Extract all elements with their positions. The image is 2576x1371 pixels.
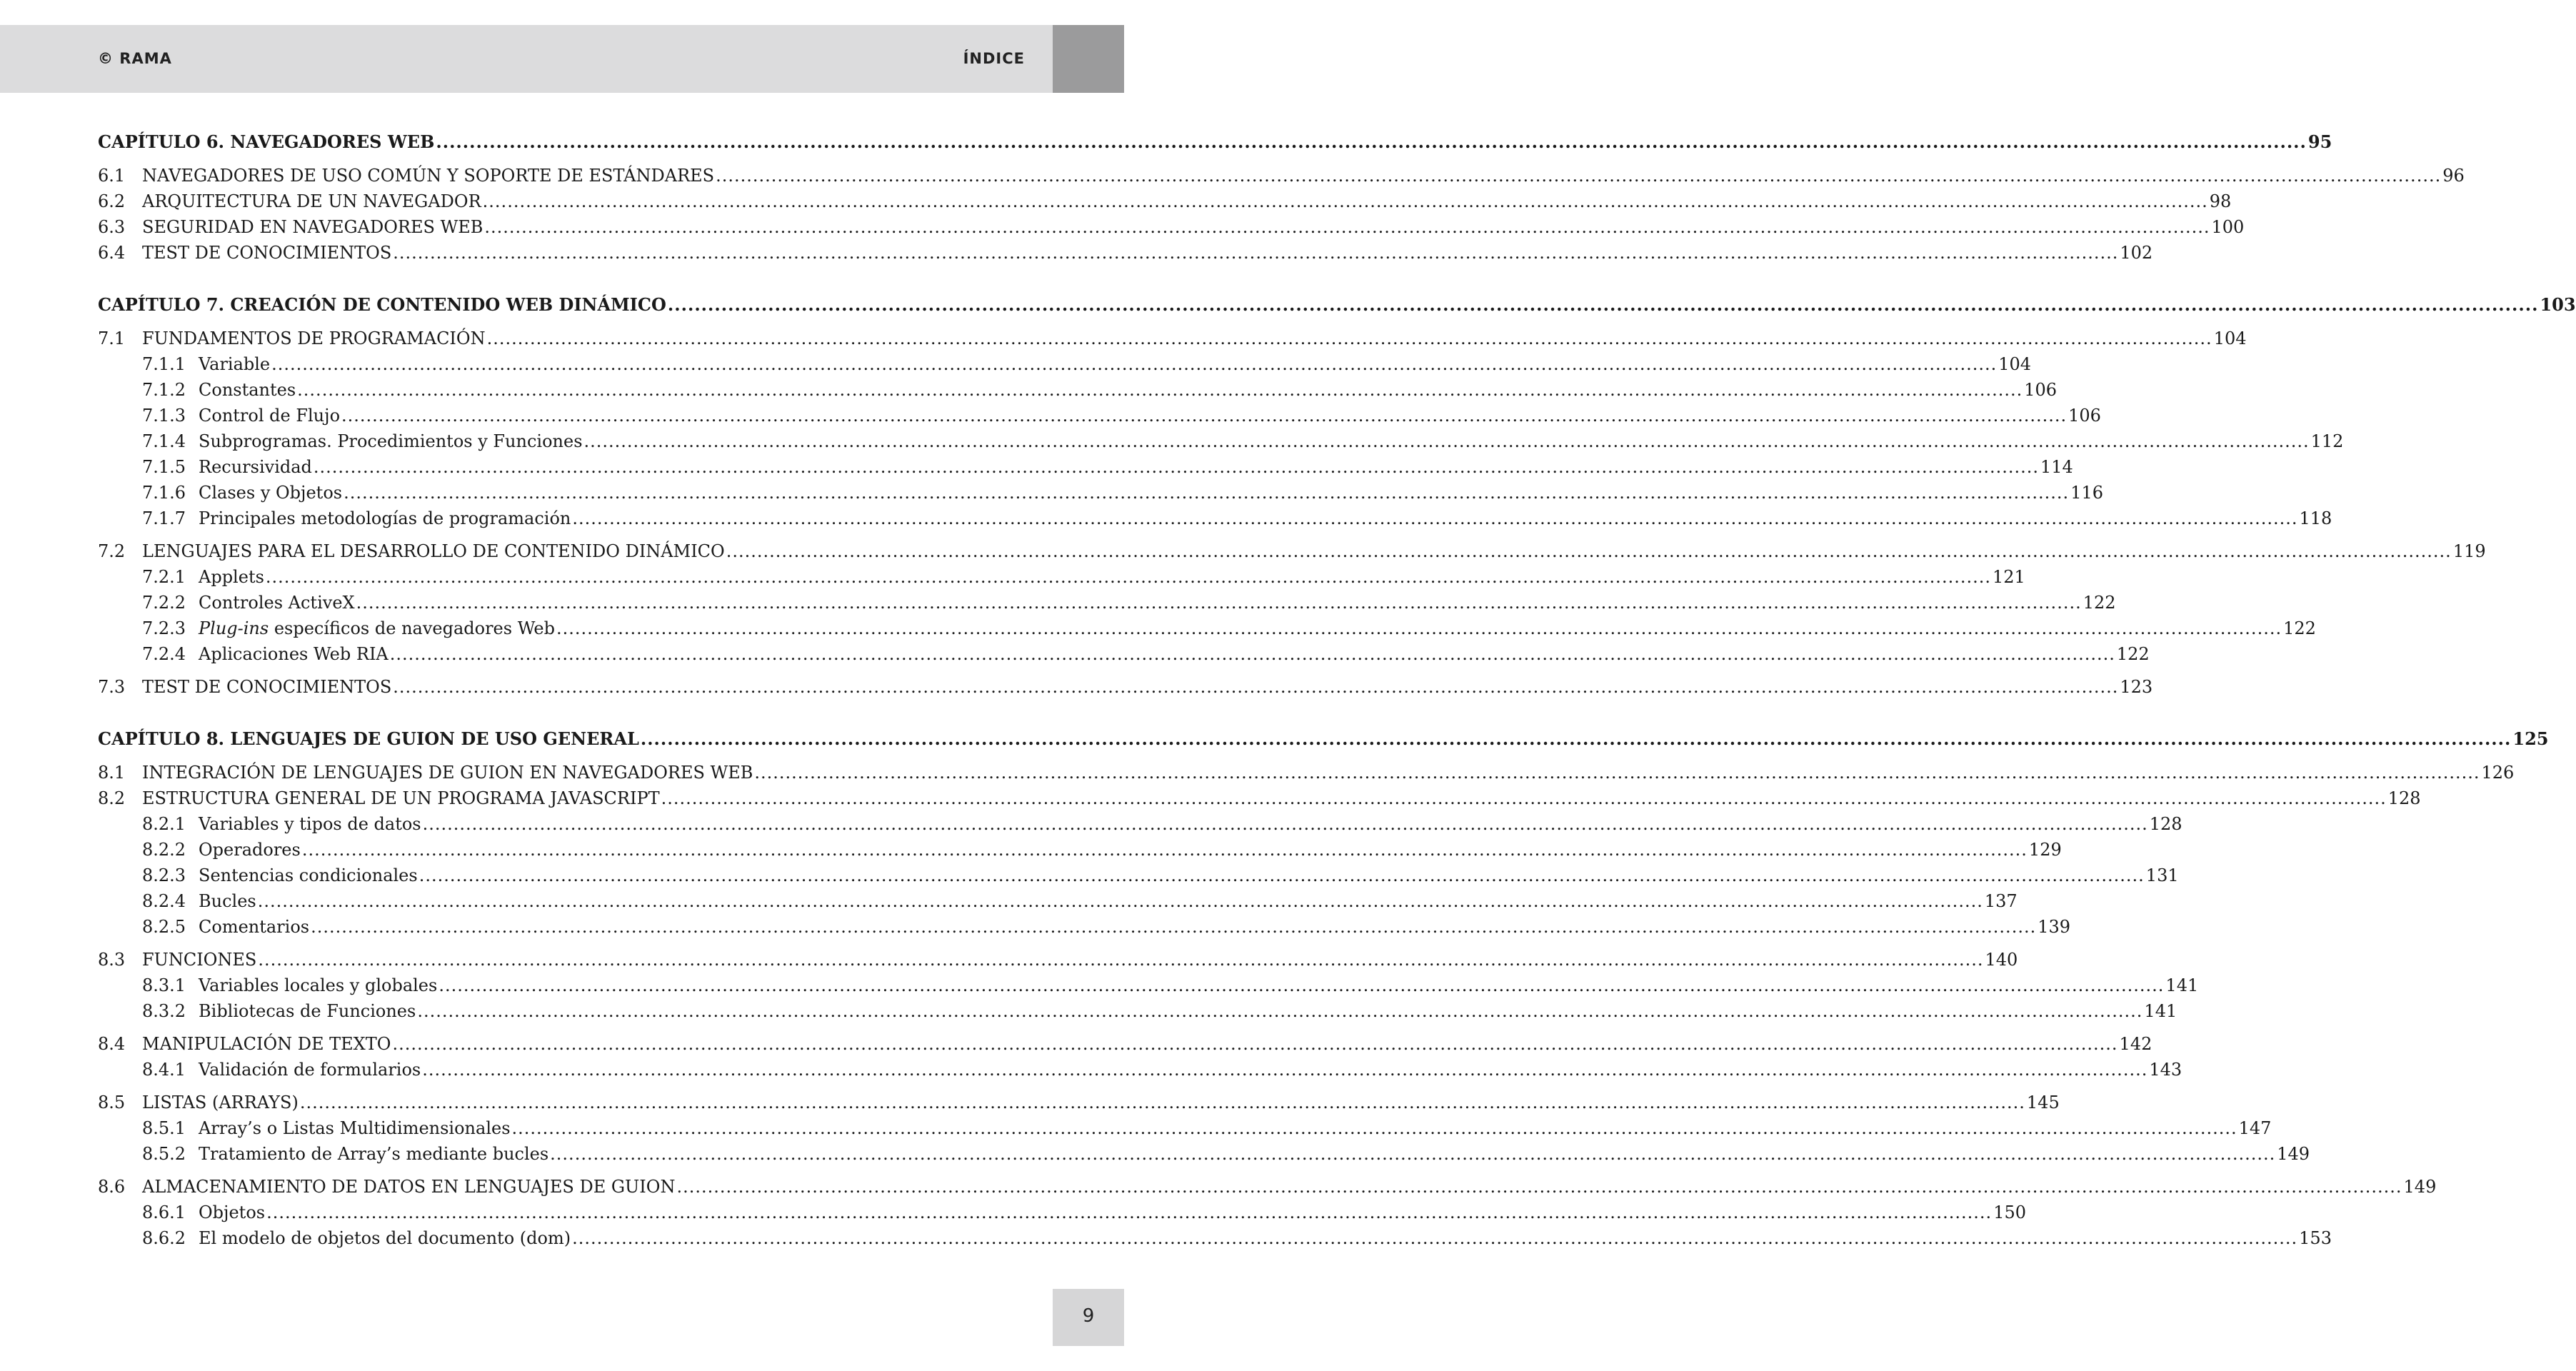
toc-number: 7.2.1: [142, 567, 186, 587]
toc-number: 7.1: [98, 328, 126, 348]
dot-leader: [356, 590, 2082, 616]
toc-number: 6.1: [98, 166, 126, 186]
toc-subsection[interactable]: [98, 480, 2103, 506]
toc-subsection[interactable]: [98, 403, 2101, 428]
dot-leader: [423, 811, 2148, 837]
table-of-contents: [98, 129, 2576, 1251]
toc-number: 8.5.2: [142, 1144, 186, 1164]
toc-number: 7.2.2: [142, 593, 186, 613]
toc-page-number: 143: [2149, 1060, 2182, 1080]
dot-leader: [422, 1057, 2147, 1083]
dot-leader: [344, 480, 2069, 506]
toc-subsection[interactable]: [98, 837, 2062, 863]
toc-section[interactable]: [98, 326, 2247, 351]
toc-title: Variable: [199, 354, 271, 374]
toc-title-italic: Plug-ins: [199, 618, 269, 638]
toc-title: Applets: [199, 567, 264, 587]
toc-page-number: 126: [2481, 763, 2515, 783]
toc-page-number: 128: [2387, 788, 2421, 808]
toc-title: Subprogramas. Procedimientos y Funciones: [199, 431, 583, 451]
toc-section[interactable]: [98, 760, 2515, 785]
toc-page-number: 122: [2083, 593, 2116, 613]
toc-number: 8.5.1: [142, 1118, 186, 1138]
toc-number: 8.6.1: [142, 1202, 186, 1222]
dot-leader: [572, 1225, 2297, 1251]
header-section-title: ÍNDICE: [963, 50, 1025, 67]
toc-title: FUNDAMENTOS DE PROGRAMACIÓN: [142, 328, 486, 348]
toc-chapter[interactable]: [98, 129, 2332, 156]
toc-title: Bucles: [199, 891, 256, 911]
toc-subsection[interactable]: [98, 1057, 2182, 1083]
toc-title: Objetos: [199, 1202, 266, 1222]
toc-page-number: 112: [2310, 431, 2344, 451]
toc-number: 7.1.3: [142, 406, 186, 426]
toc-page-number: 114: [2040, 457, 2073, 477]
dot-leader: [754, 760, 2480, 785]
dot-leader: [483, 189, 2208, 214]
dot-leader: [266, 1200, 1992, 1225]
toc-title: TEST DE CONOCIMIENTOS: [142, 243, 392, 263]
dot-leader: [302, 837, 2028, 863]
dot-leader: [584, 428, 2310, 454]
toc-page-number: 125: [2512, 728, 2549, 749]
dot-leader: [487, 326, 2212, 351]
toc-title: Variables y tipos de datos: [199, 814, 421, 834]
dot-leader: [550, 1141, 2275, 1167]
dot-leader: [392, 1031, 2118, 1057]
toc-title: CAPÍTULO 6. NAVEGADORES WEB: [98, 131, 435, 152]
toc-page-number: 116: [2070, 483, 2103, 503]
toc-section[interactable]: [98, 674, 2153, 700]
toc-page-number: 104: [1998, 354, 2032, 374]
toc-title: ARQUITECTURA DE UN NAVEGADOR: [142, 191, 481, 211]
toc-subsection[interactable]: [98, 641, 2150, 667]
toc-subsection[interactable]: [98, 506, 2332, 531]
toc-page-number: 141: [2165, 975, 2199, 995]
toc-number: 8.3.1: [142, 975, 186, 995]
dot-leader: [556, 616, 2282, 641]
toc-chapter[interactable]: [98, 291, 2576, 318]
toc-page-number: 122: [2283, 618, 2316, 638]
toc-page-number: 141: [2144, 1001, 2177, 1021]
toc-number: 8.2: [98, 788, 126, 808]
toc-title: Controles ActiveX: [199, 593, 355, 613]
toc-section[interactable]: [98, 214, 2245, 240]
toc-page-number: 137: [1984, 891, 2018, 911]
toc-subsection[interactable]: [98, 1141, 2310, 1167]
dot-leader: [341, 403, 2067, 428]
toc-number: 7.2.3: [142, 618, 186, 638]
toc-subsection[interactable]: [98, 1225, 2332, 1251]
page-number: 9: [1082, 1305, 1095, 1327]
dot-leader: [676, 1174, 2402, 1200]
toc-title: Bibliotecas de Funciones: [199, 1001, 416, 1021]
toc-page-number: 140: [1985, 950, 2018, 970]
toc-page-number: 149: [2403, 1177, 2437, 1197]
toc-subsection[interactable]: [98, 1115, 2272, 1141]
toc-title: Tratamiento de Array’s mediante bucles: [199, 1144, 549, 1164]
toc-number: 8.2.1: [142, 814, 186, 834]
dot-leader: [726, 538, 2452, 564]
toc-section[interactable]: [98, 189, 2232, 214]
toc-page-number: 142: [2119, 1034, 2152, 1054]
dot-leader: [314, 454, 2039, 480]
toc-title: Recursividad: [199, 457, 312, 477]
dot-leader: [512, 1115, 2237, 1141]
toc-page-number: 121: [1993, 567, 2025, 587]
toc-number: 7.1.4: [142, 431, 186, 451]
toc-page-number: 98: [2209, 191, 2232, 211]
toc-number: 8.6.2: [142, 1228, 186, 1248]
toc-page-number: 106: [2068, 406, 2101, 426]
toc-title: SEGURIDAD EN NAVEGADORES WEB: [142, 217, 483, 237]
toc-number: 7.2: [98, 541, 126, 561]
dot-leader: [438, 973, 2164, 998]
dot-leader: [390, 641, 2115, 667]
toc-page-number: 147: [2238, 1118, 2272, 1138]
toc-page-number: 129: [2028, 840, 2062, 860]
toc-page-number: 106: [2024, 380, 2058, 400]
toc-number: 8.5: [98, 1093, 126, 1113]
toc-chapter[interactable]: [98, 725, 2549, 753]
toc-section[interactable]: [98, 947, 2018, 973]
toc-page-number: 128: [2149, 814, 2182, 834]
dot-leader: [266, 564, 1991, 590]
toc-section[interactable]: [98, 240, 2153, 266]
toc-page-number: 103: [2540, 294, 2576, 315]
toc-subsection[interactable]: [98, 1200, 2026, 1225]
toc-number: 7.3: [98, 677, 126, 697]
toc-title: Comentarios: [199, 917, 310, 937]
toc-title: Clases y Objetos: [199, 483, 343, 503]
toc-subsection[interactable]: [98, 888, 2018, 914]
dot-leader: [258, 888, 1983, 914]
toc-page-number: 118: [2299, 508, 2332, 528]
header-tab: [1053, 25, 1124, 93]
toc-page-number: 123: [2120, 677, 2153, 697]
toc-title: Constantes: [199, 380, 296, 400]
header-publisher: © RAMA: [98, 50, 172, 67]
toc-subsection[interactable]: [98, 590, 2116, 616]
toc-title: Variables locales y globales: [199, 975, 438, 995]
toc-subsection[interactable]: [98, 454, 2073, 480]
toc-page-number: 145: [2026, 1093, 2060, 1113]
toc-title: LISTAS (ARRAYS): [142, 1093, 299, 1113]
toc-title: Control de Flujo: [199, 406, 341, 426]
toc-section[interactable]: [98, 785, 2421, 811]
toc-subsection[interactable]: [98, 914, 2071, 940]
toc-title: FUNCIONES: [142, 950, 257, 970]
toc-page-number: 104: [2213, 328, 2247, 348]
toc-title: ALMACENAMIENTO DE DATOS EN LENGUAJES DE GUION: [142, 1177, 676, 1197]
dot-leader: [258, 947, 1983, 973]
toc-number: 8.1: [98, 763, 126, 783]
toc-page-number: 153: [2299, 1228, 2332, 1248]
toc-page-number: 119: [2452, 541, 2486, 561]
toc-subsection[interactable]: [98, 616, 2316, 641]
dot-leader: [311, 914, 2036, 940]
toc-number: 8.2.5: [142, 917, 186, 937]
toc-title: Operadores: [199, 840, 301, 860]
toc-subsection[interactable]: [98, 377, 2058, 403]
toc-page-number: 100: [2211, 217, 2245, 237]
toc-subsection[interactable]: [98, 351, 2032, 377]
toc-page-number: 149: [2277, 1144, 2310, 1164]
toc-number: 6.4: [98, 243, 126, 263]
toc-title: Sentencias condicionales: [199, 865, 418, 885]
toc-title: NAVEGADORES DE USO COMÚN Y SOPORTE DE ESTÁNDARES: [142, 166, 715, 186]
toc-title: El modelo de objetos del documento (dom): [199, 1228, 571, 1248]
dot-leader: [484, 214, 2210, 240]
toc-number: 7.1.6: [142, 483, 186, 503]
toc-title: Array’s o Listas Multidimensionales: [199, 1118, 511, 1138]
dot-leader: [393, 240, 2118, 266]
dot-leader: [271, 351, 1997, 377]
toc-subsection[interactable]: [98, 998, 2177, 1024]
toc-title: Aplicaciones Web RIA: [199, 644, 389, 664]
toc-title: LENGUAJES PARA EL DESARROLLO DE CONTENIDO DINÁMICO: [142, 541, 725, 561]
toc-subsection[interactable]: [98, 564, 2025, 590]
toc-subsection[interactable]: [98, 428, 2344, 454]
dot-leader: [572, 506, 2297, 531]
toc-title: CAPÍTULO 7. CREACIÓN DE CONTENIDO WEB DINÁMICO: [98, 294, 666, 315]
toc-title: INTEGRACIÓN DE LENGUAJES DE GUION EN NAVEGADORES WEB: [142, 763, 753, 783]
toc-section[interactable]: [98, 1174, 2437, 1200]
dot-leader: [297, 377, 2023, 403]
toc-page-number: 95: [2307, 131, 2332, 152]
toc-section[interactable]: [98, 1031, 2152, 1057]
toc-page-number: 139: [2038, 917, 2071, 937]
toc-number: 6.2: [98, 191, 126, 211]
dot-leader: [661, 785, 2387, 811]
toc-number: 8.3: [98, 950, 126, 970]
toc-number: 7.1.5: [142, 457, 186, 477]
toc-number: 7.1.7: [142, 508, 186, 528]
toc-number: 7.1.1: [142, 354, 186, 374]
dot-leader: [419, 863, 2145, 888]
dot-leader: [716, 163, 2441, 189]
dot-leader: [393, 674, 2118, 700]
toc-number: 7.1.2: [142, 380, 186, 400]
toc-number: 7.2.4: [142, 644, 186, 664]
toc-title: CAPÍTULO 8. LENGUAJES DE GUION DE USO GENERAL: [98, 728, 639, 749]
toc-title: Principales metodologías de programación: [199, 508, 571, 528]
toc-number: 8.4.1: [142, 1060, 186, 1080]
toc-title: MANIPULACIÓN DE TEXTO: [142, 1034, 391, 1054]
toc-number: 6.3: [98, 217, 126, 237]
dot-leader: [436, 129, 2307, 156]
toc-section[interactable]: [98, 1090, 2060, 1115]
toc-subsection[interactable]: [98, 811, 2182, 837]
toc-title: [199, 616, 555, 641]
dot-leader: [300, 1090, 2025, 1115]
toc-subsection[interactable]: [98, 863, 2179, 888]
toc-page-number: 96: [2442, 166, 2465, 186]
toc-number: 8.2.4: [142, 891, 186, 911]
toc-page-number: 131: [2145, 865, 2179, 885]
toc-section[interactable]: [98, 163, 2465, 189]
toc-title: Validación de formularios: [199, 1060, 421, 1080]
dot-leader: [668, 291, 2539, 318]
toc-number: 8.2.2: [142, 840, 186, 860]
toc-section[interactable]: [98, 538, 2486, 564]
toc-number: 8.2.3: [142, 865, 186, 885]
toc-page-number: 102: [2120, 243, 2153, 263]
toc-title: TEST DE CONOCIMIENTOS: [142, 677, 392, 697]
dot-leader: [417, 998, 2143, 1024]
toc-page-number: 150: [1993, 1202, 2026, 1222]
toc-number: 8.4: [98, 1034, 126, 1054]
toc-title: ESTRUCTURA GENERAL DE UN PROGRAMA JAVASCRIPT: [142, 788, 660, 808]
toc-number: 8.3.2: [142, 1001, 186, 1021]
toc-page-number: 122: [2116, 644, 2150, 664]
dot-leader: [641, 725, 2512, 753]
toc-subsection[interactable]: [98, 973, 2199, 998]
toc-number: 8.6: [98, 1177, 126, 1197]
toc-title-rest: específicos de navegadores Web: [269, 618, 555, 638]
